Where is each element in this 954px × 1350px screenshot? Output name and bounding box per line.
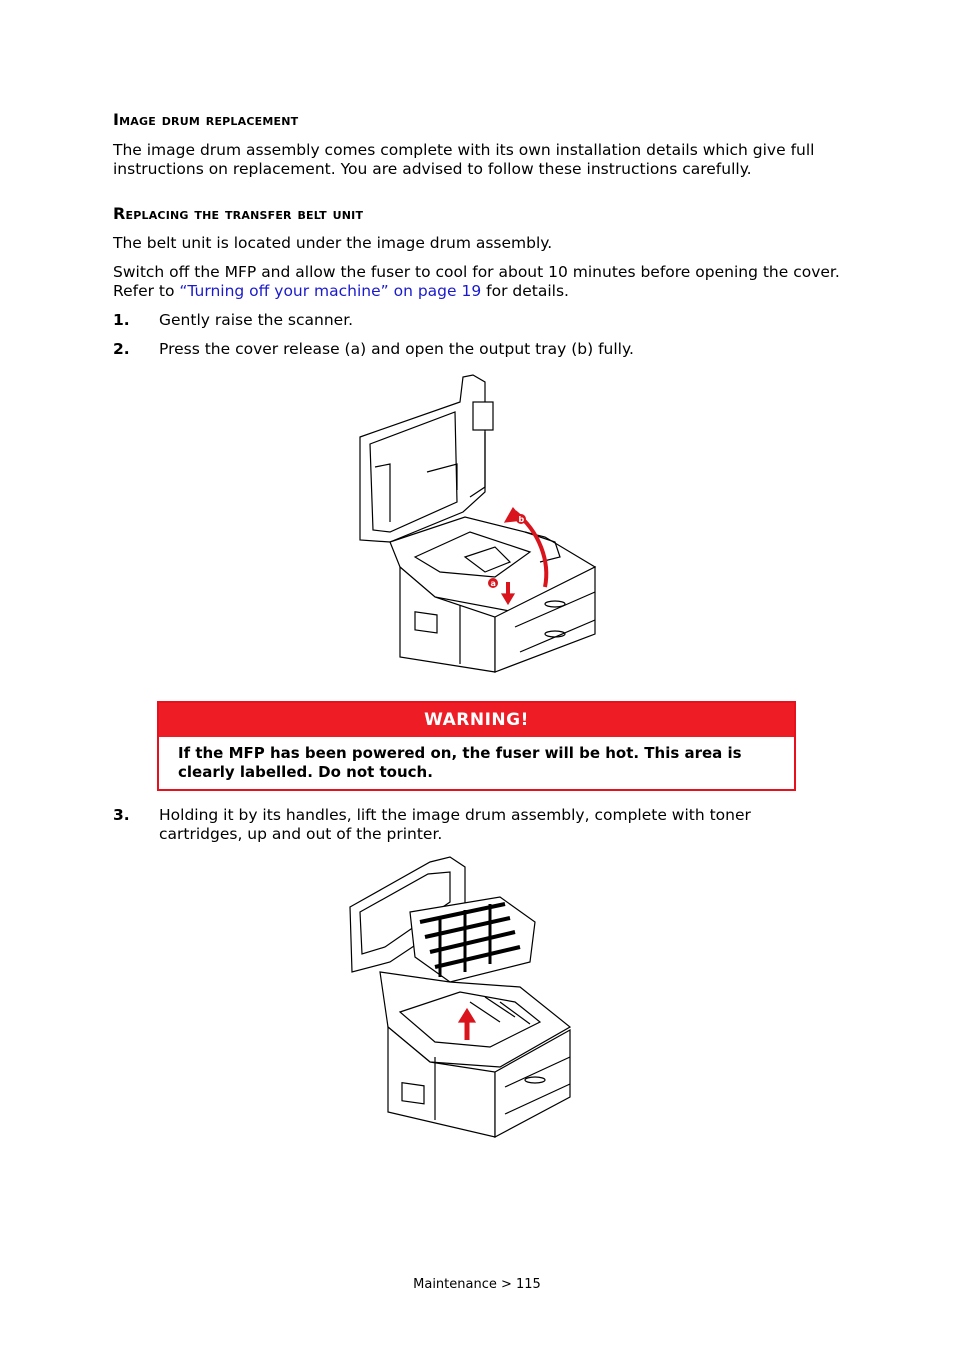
turning-off-link[interactable]: “Turning off your machine” on page 19 — [179, 282, 482, 300]
step-1-number: 1. — [113, 311, 130, 329]
belt-location-paragraph: The belt unit is located under the image drum assembly. — [113, 234, 553, 252]
warning-box — [157, 701, 796, 791]
label-b: b — [518, 515, 525, 524]
warning-title: WARNING! — [159, 703, 794, 737]
step-3-number: 3. — [113, 806, 130, 824]
label-a: a — [490, 579, 496, 588]
switch-off-text: Switch off the MFP and allow the fuser to cool for about 10 minutes before opening the cover. Refer to — [113, 263, 840, 300]
switch-off-suffix: for details. — [481, 282, 569, 300]
page-footer: Maintenance > 115 — [413, 1277, 541, 1292]
section-heading-image-drum: Image drum replacement — [113, 110, 299, 129]
step-2-number: 2. — [113, 340, 130, 358]
warning-text: If the MFP has been powered on, the fuser will be hot. This area is clearly labelled. Do not touch. — [178, 744, 742, 781]
switch-off-paragraph — [113, 263, 853, 301]
step-1-text: Gently raise the scanner. — [159, 311, 354, 329]
step-3-text: Holding it by its handles, lift the image drum assembly, complete with toner cartridges, up and out of the printer. — [159, 806, 751, 843]
section-heading-transfer-belt: Replacing the transfer belt unit — [113, 204, 364, 223]
step-2-text: Press the cover release (a) and open the output tray (b) fully. — [159, 340, 634, 358]
section-paragraph-image-drum: The image drum assembly comes complete with its own installation details which give full instructions on replacement. You are advised to follow these instructions carefully. — [113, 141, 815, 178]
drum-removal-figure — [340, 852, 580, 1142]
printer-open-figure — [345, 372, 605, 674]
